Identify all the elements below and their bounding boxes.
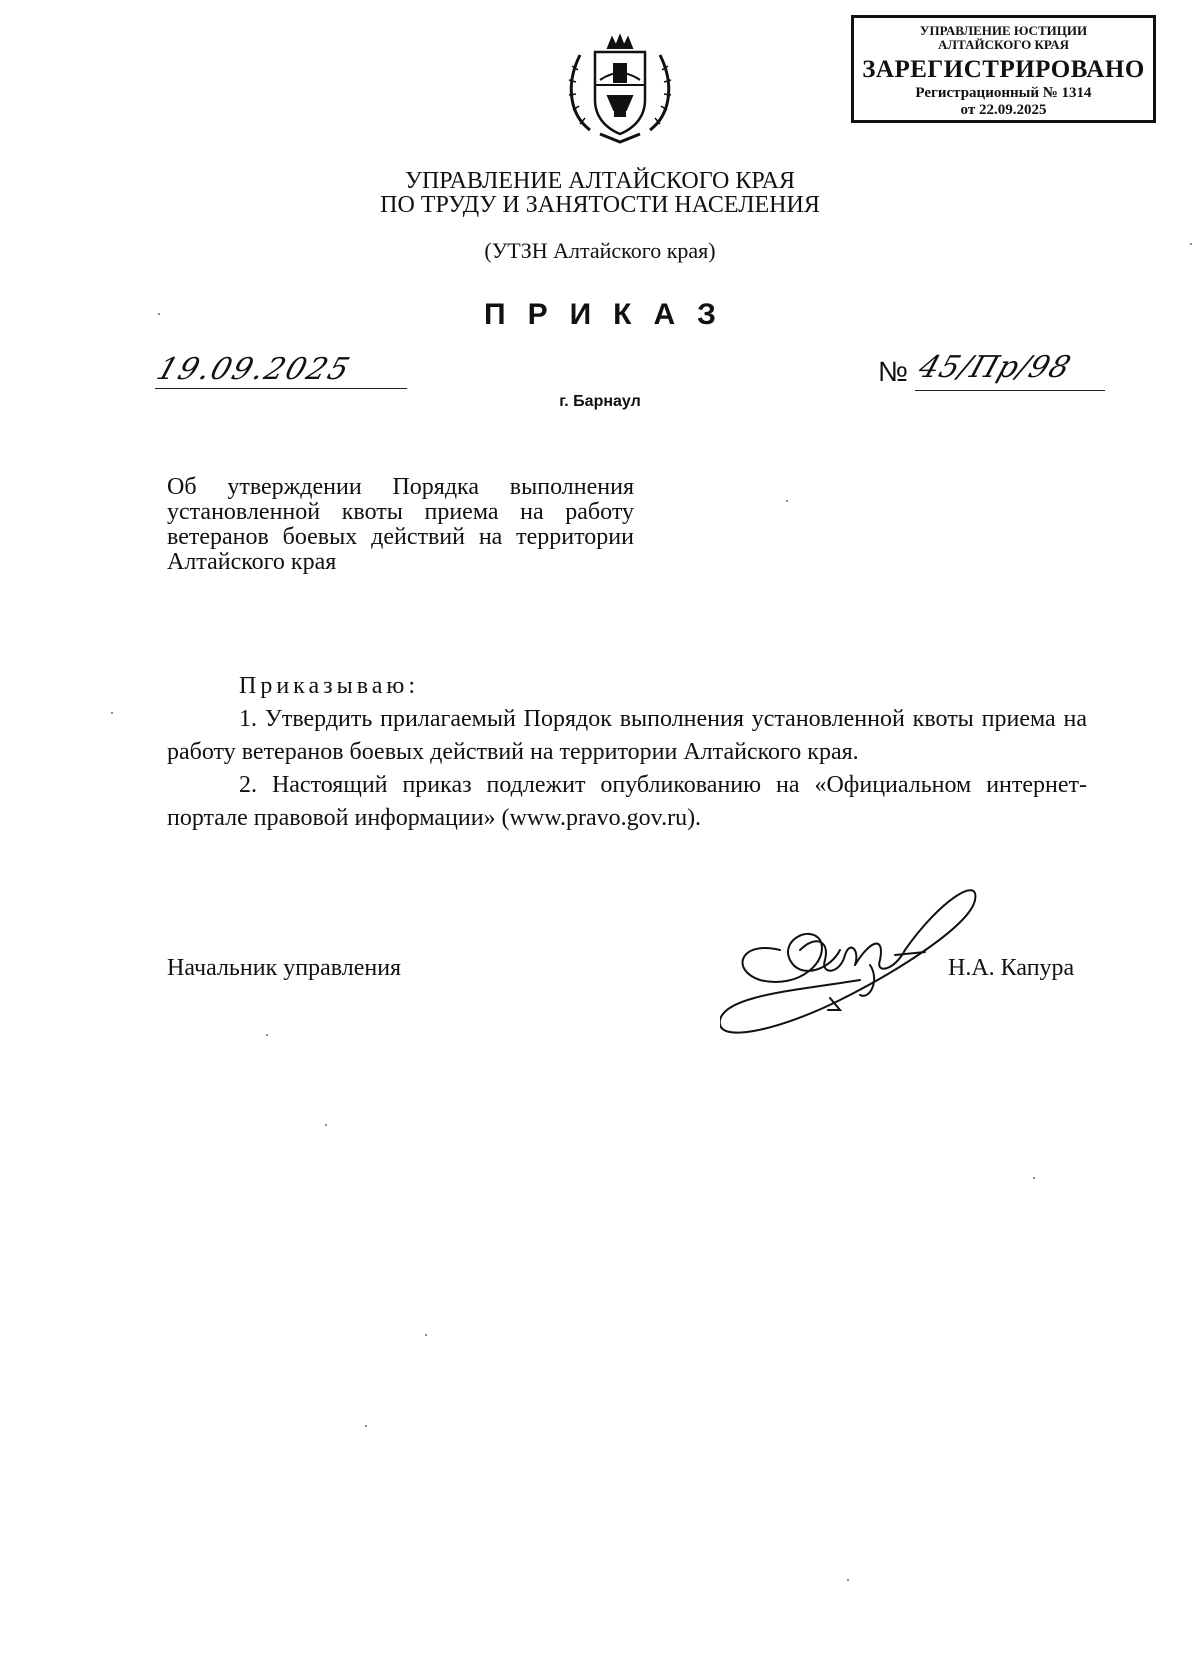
city-label: г. Барнаул bbox=[559, 393, 641, 410]
order-directive-word: Приказываю: bbox=[239, 673, 419, 699]
signer-name: Н.А. Капура bbox=[948, 955, 1075, 981]
order-item-2: 2. Настоящий приказ подлежит опубликованию на «Официальном интернет-портале правовой информации» (www.pravo.gov.ru). bbox=[167, 772, 1087, 831]
organization-abbreviation: (УТЗН Алтайского края) bbox=[484, 238, 716, 263]
organization-name-line1: УПРАВЛЕНИЕ АЛТАЙСКОГО КРАЯ bbox=[404, 168, 795, 194]
scan-speck bbox=[158, 313, 160, 315]
scan-speck bbox=[847, 1579, 849, 1581]
scan-speck bbox=[1190, 243, 1192, 245]
number-sign: № bbox=[878, 356, 909, 387]
stamp-authority-line1: УПРАВЛЕНИЕ ЮСТИЦИИ bbox=[919, 23, 1088, 38]
stamp-reg-number: Регистрационный № 1314 bbox=[915, 85, 1092, 101]
order-number-handwritten: 45/Пр/98 bbox=[914, 350, 1076, 385]
order-item-1: 1. Утвердить прилагаемый Порядок выполнения установленной квоты приема на работу ветеранов боевых действий на территории Алтайского края. bbox=[167, 706, 1087, 765]
stamp-status: ЗАРЕГИСТРИРОВАНО bbox=[862, 56, 1145, 83]
stamp-authority-line2: АЛТАЙСКОГО КРАЯ bbox=[938, 37, 1069, 52]
date-underline bbox=[155, 388, 407, 389]
order-body bbox=[167, 670, 1087, 835]
scan-speck bbox=[325, 1124, 327, 1126]
number-underline bbox=[915, 390, 1105, 391]
coat-of-arms-emblem bbox=[560, 30, 680, 150]
order-subject: Об утверждении Порядка выполнения установленной квоты приема на работу ветеранов боевых действий на территории Алтайского края bbox=[167, 474, 634, 575]
scan-speck bbox=[786, 500, 788, 502]
document-title: ПРИКАЗ bbox=[484, 298, 738, 331]
signer-title: Начальник управления bbox=[167, 955, 402, 981]
scan-speck bbox=[365, 1425, 367, 1427]
stamp-reg-date: от 22.09.2025 bbox=[960, 102, 1047, 118]
scan-speck bbox=[425, 1334, 427, 1336]
order-date-handwritten: 19.09.2025 bbox=[152, 352, 356, 387]
scan-speck bbox=[1033, 1177, 1035, 1179]
scan-speck bbox=[266, 1034, 268, 1036]
organization-name-line2: ПО ТРУДУ И ЗАНЯТОСТИ НАСЕЛЕНИЯ bbox=[380, 192, 820, 218]
scan-speck bbox=[111, 712, 113, 714]
registration-stamp bbox=[851, 15, 1156, 123]
